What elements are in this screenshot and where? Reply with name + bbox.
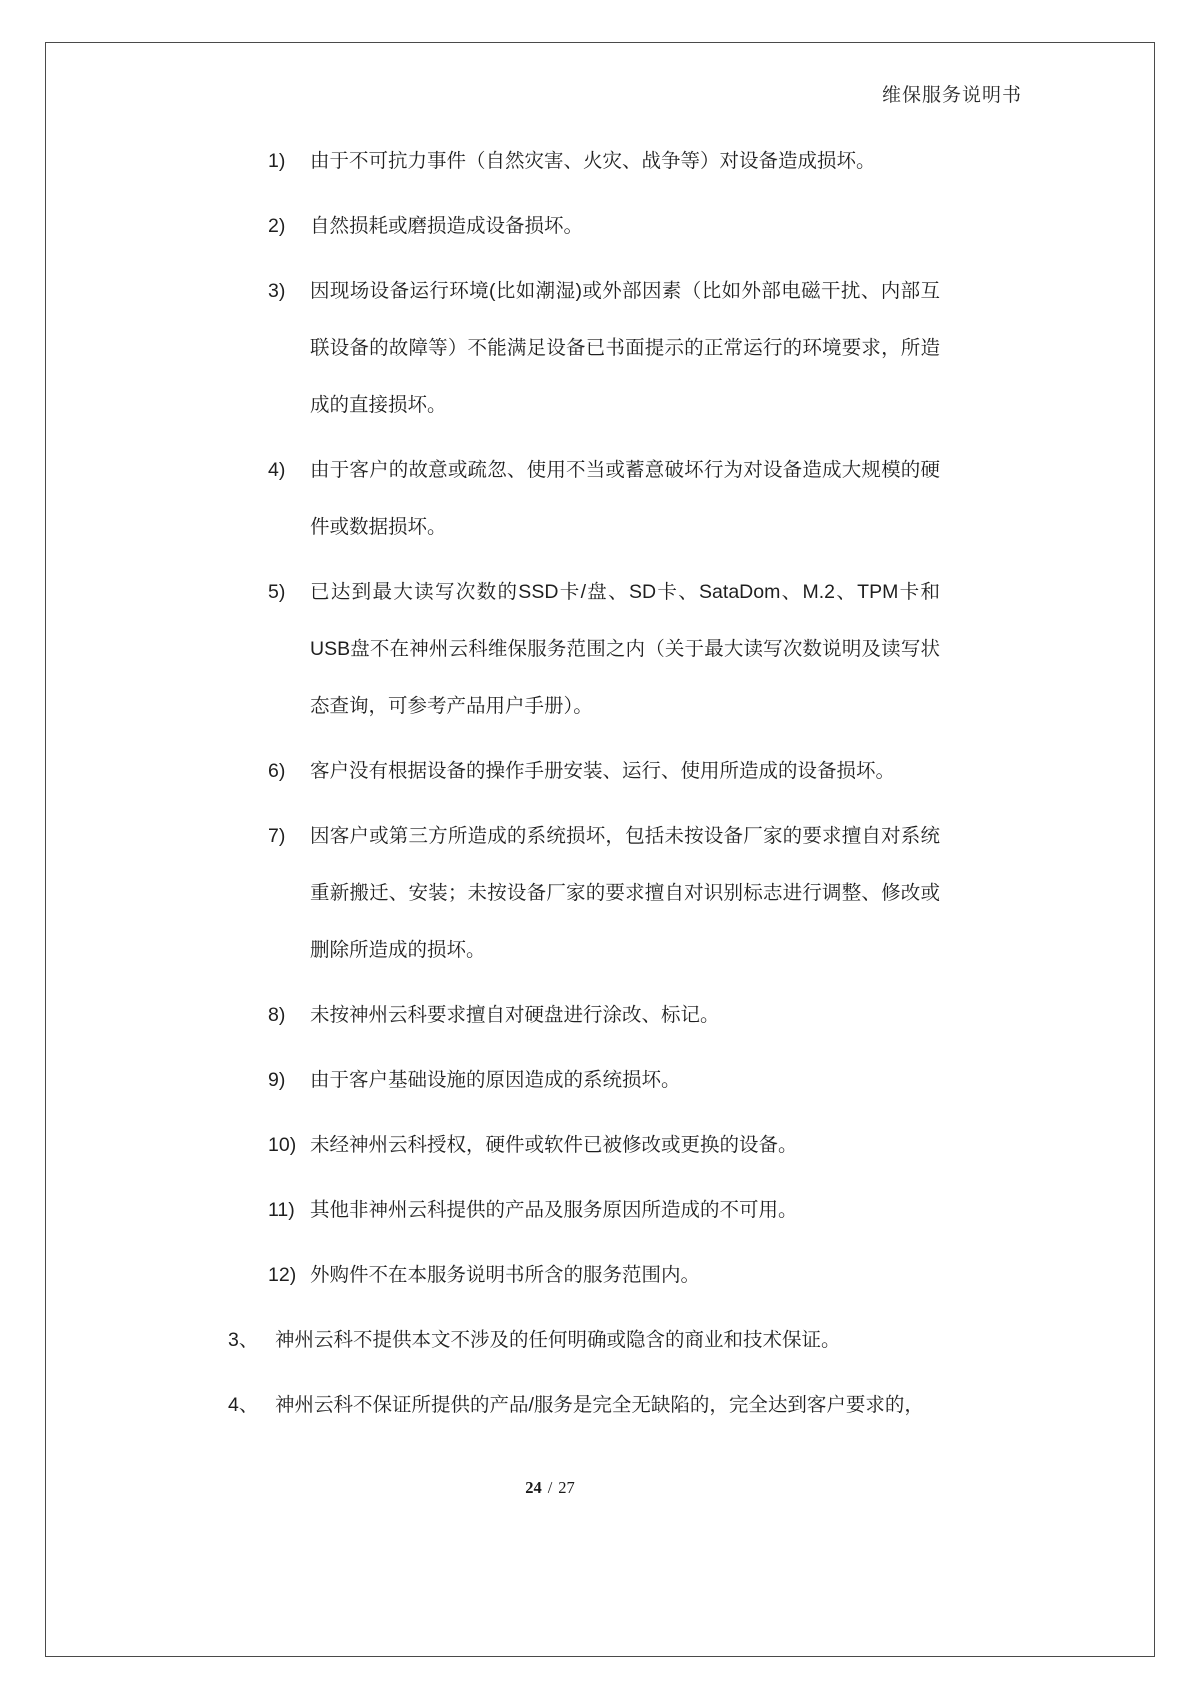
item-number: 12): [268, 1264, 297, 1286]
item-text: 由于客户基础设施的原因造成的系统损坏。: [310, 1069, 681, 1091]
item-number: 5): [268, 581, 286, 603]
list-item: [268, 808, 968, 979]
list-item: [268, 987, 968, 1044]
list-item: [268, 1052, 968, 1109]
list-item: [268, 1117, 968, 1174]
item-number: 7): [268, 825, 286, 847]
page-total: 27: [558, 1478, 575, 1497]
item-number: 3、: [228, 1329, 259, 1351]
page-current: 24: [525, 1478, 542, 1497]
item-number: 8): [268, 1004, 286, 1026]
item-number: 2): [268, 215, 286, 237]
page-separator: /: [547, 1478, 553, 1497]
header-title: 维保服务说明书: [881, 85, 1022, 106]
list-item: [268, 198, 968, 255]
item-number: 3): [268, 280, 286, 302]
item-text: 神州云科不提供本文不涉及的任何明确或隐含的商业和技术保证。: [275, 1329, 841, 1351]
item-number: 4): [268, 459, 286, 481]
item-text: 由于不可抗力事件（自然灾害、火灾、战争等）对设备造成损坏。: [310, 150, 876, 172]
item-text: 因现场设备运行环境(比如潮湿)或外部因素（比如外部电磁干扰、内部互联设备的故障等）不能满足设备已书面提示的正常运行的环境要求，所造成的直接损坏。: [310, 280, 940, 416]
item-number: 10): [268, 1134, 297, 1156]
list-item: [268, 1247, 968, 1304]
list-item: [268, 442, 968, 556]
item-number: 9): [268, 1069, 286, 1091]
item-text: 由于客户的故意或疏忽、使用不当或蓄意破坏行为对设备造成大规模的硬件或数据损坏。: [310, 459, 940, 538]
item-text: 客户没有根据设备的操作手册安装、运行、使用所造成的设备损坏。: [310, 760, 896, 782]
item-text: 神州云科不保证所提供的产品/服务是完全无缺陷的，完全达到客户要求的，: [275, 1394, 924, 1416]
item-text: 未经神州云科授权，硬件或软件已被修改或更换的设备。: [310, 1134, 798, 1156]
item-number: 4、: [228, 1394, 259, 1416]
footer-page-number: [0, 1478, 1100, 1498]
item-number: 1): [268, 150, 286, 172]
item-text: 其他非神州云科提供的产品及服务原因所造成的不可用。: [310, 1199, 798, 1221]
main-list-item: [228, 1377, 968, 1434]
item-number: 6): [268, 760, 286, 782]
item-text: 外购件不在本服务说明书所含的服务范围内。: [310, 1264, 701, 1286]
list-item: [268, 133, 968, 190]
item-text: 未按神州云科要求擅自对硬盘进行涂改、标记。: [310, 1004, 720, 1026]
item-text: 因客户或第三方所造成的系统损坏，包括未按设备厂家的要求擅自对系统重新搬迁、安装；未按设备厂家的要求擅自对识别标志进行调整、修改或删除所造成的损坏。: [310, 825, 940, 961]
list-item: [268, 743, 968, 800]
list-item: [268, 1182, 968, 1239]
list-item: [268, 564, 968, 735]
item-text: 已达到最大读写次数的SSD卡/盘、SD卡、SataDom、M.2、TPM卡和USB盘不在神州云科维保服务范围之内（关于最大读写次数说明及读写状态查询，可参考产品用户手册）。: [310, 581, 940, 717]
item-text: 自然损耗或磨损造成设备损坏。: [310, 215, 584, 237]
main-list-item: [228, 1312, 968, 1369]
item-number: 11): [268, 1199, 295, 1221]
list-item: [268, 263, 968, 434]
exclusion-list: [228, 133, 968, 1442]
